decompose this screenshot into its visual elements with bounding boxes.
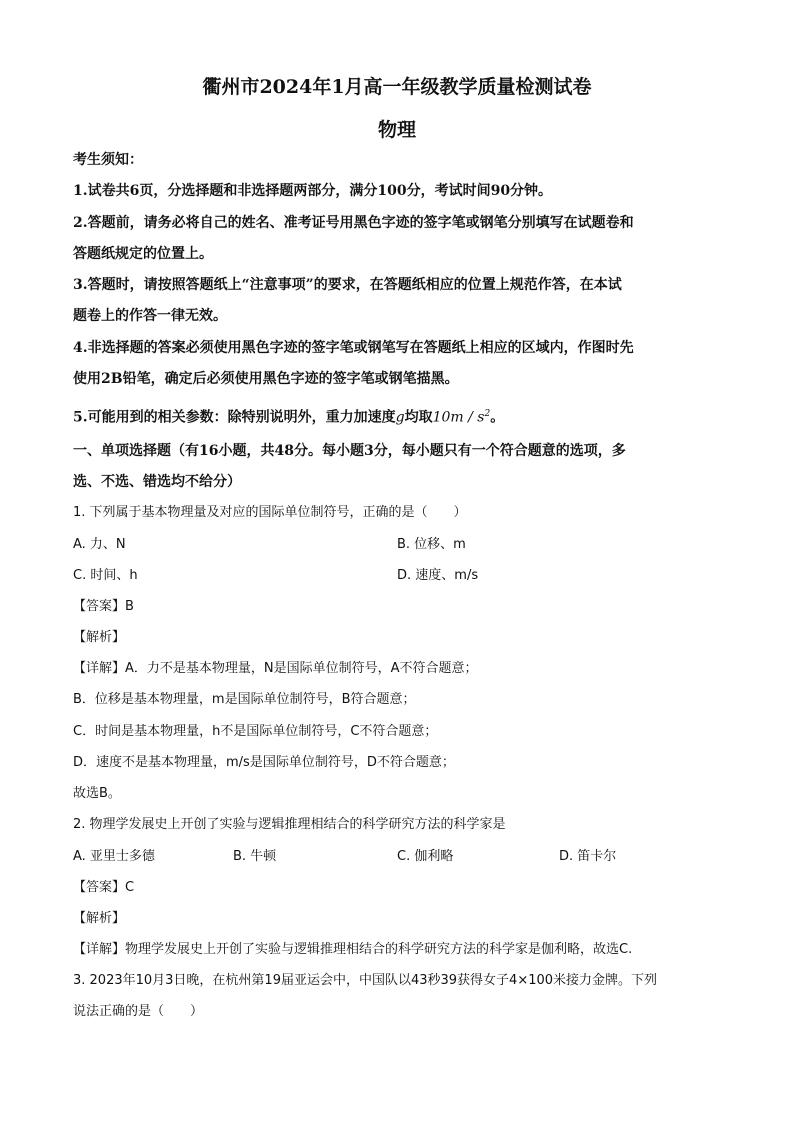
q1-option-c: C. 时间、h	[73, 568, 138, 583]
q3-stem-cont: 说法正确的是（ ）	[73, 1004, 204, 1019]
gravity-exponent: 2	[484, 409, 491, 419]
q1-explanation-c: C．时间是基本物理量，h不是国际单位制符号，C不符合题意；	[73, 724, 438, 739]
notice-heading: 考生须知：	[73, 152, 143, 168]
notice-item-1: 1.试卷共6页，分选择题和非选择题两部分，满分100分，考试时间90分钟。	[73, 183, 553, 199]
q3-stem: 3. 2023年10月3日晚，在杭州第19届亚运会中，中国队以43秒39获得女子4×100米接力金牌。下列	[73, 973, 658, 988]
q1-option-b: B. 位移、m	[397, 537, 466, 552]
q2-option-b: B. 牛顿	[233, 849, 277, 864]
q2-answer-value: C	[125, 880, 135, 895]
detail-tag: 【详解】	[73, 661, 126, 676]
q1-option-d: D. 速度、m/s	[397, 568, 479, 583]
notice-item-5-end: 。	[490, 409, 505, 426]
q1-conclusion: 故选B。	[73, 786, 121, 801]
notice-item-5	[73, 404, 504, 428]
q2-option-a: A. 亚里士多德	[73, 849, 155, 864]
notice-item-4-cont: 使用2B铅笔，确定后必须使用黑色字迹的签字笔或钢笔描黑。	[73, 371, 459, 387]
section-heading-cont: 选、不选、错选均不给分）	[73, 474, 241, 490]
notice-item-2: 2.答题前，请务必将自己的姓名、准考证号用黑色字迹的签字笔或钢笔分别填写在试题卷和	[73, 215, 634, 231]
detail-tag: 【详解】	[73, 942, 126, 957]
notice-item-3-cont: 题卷上的作答一律无效。	[73, 308, 227, 324]
subject-title: 物理	[377, 119, 416, 141]
q1-answer	[73, 597, 134, 617]
q2-analysis-tag: 【解析】	[73, 911, 126, 926]
q1-explanation-a: 【详解】A．力不是基本物理量，N是国际单位制符号，A不符合题意；	[73, 661, 478, 676]
exam-title: 衢州市2024年1月高一年级教学质量检测试卷	[202, 76, 592, 98]
section-heading: 一、单项选择题（有16小题，共48分。每小题3分，每小题只有一个符合题意的选项，多	[73, 443, 626, 459]
notice-item-5-mid: 均取	[404, 409, 433, 426]
notice-item-2-cont: 答题纸规定的位置上。	[73, 246, 213, 262]
q1-option-a: A. 力、N	[73, 537, 126, 552]
q1-explanation-b: B．位移是基本物理量，m是国际单位制符号，B符合题意；	[73, 692, 416, 707]
gravity-symbol: g	[395, 409, 405, 426]
q2-option-c: C. 伽利略	[397, 849, 454, 864]
answer-tag: 【答案】	[73, 880, 126, 895]
q2-stem: 2. 物理学发展史上开创了实验与逻辑推理相结合的科学研究方法的科学家是	[73, 817, 506, 832]
notice-item-3: 3.答题时，请按照答题纸上“注意事项”的要求，在答题纸相应的位置上规范作答，在本试	[73, 277, 622, 293]
answer-tag: 【答案】	[73, 599, 126, 614]
q1-explanation-d: D．速度不是基本物理量，m/s是国际单位制符号，D不符合题意；	[73, 755, 455, 770]
q2-answer	[73, 878, 134, 898]
q2-option-d: D. 笛卡尔	[559, 849, 617, 864]
q2-explanation: 【详解】物理学发展史上开创了实验与逻辑推理相结合的科学研究方法的科学家是伽利略，故选C.	[73, 942, 633, 957]
gravity-value: 10m / s	[432, 409, 485, 426]
q1-analysis-tag: 【解析】	[73, 630, 126, 645]
notice-item-5-prefix: 5.可能用到的相关参数：除特别说明外，重力加速度	[73, 409, 396, 426]
notice-item-4: 4.非选择题的答案必须使用黑色字迹的签字笔或钢笔写在答题纸上相应的区域内，作图时先	[73, 340, 634, 356]
q1-answer-value: B	[125, 599, 134, 614]
q1-stem: 1. 下列属于基本物理量及对应的国际单位制符号，正确的是（ ）	[73, 505, 467, 520]
